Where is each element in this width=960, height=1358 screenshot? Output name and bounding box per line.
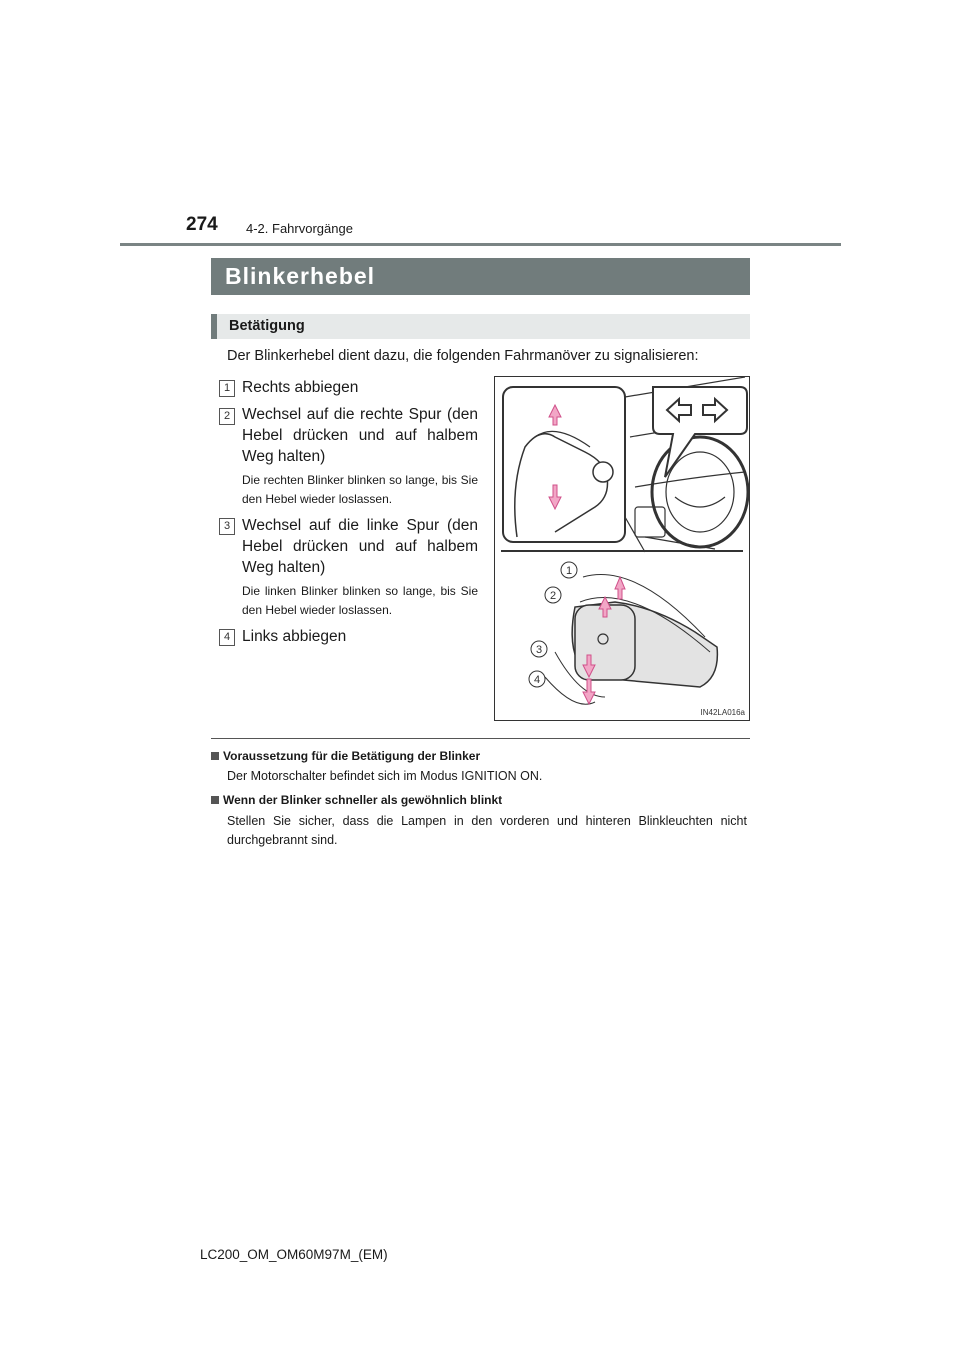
hints-divider — [211, 738, 750, 739]
item-note-3: Die linken Blinker blinken so lange, bis Sie den Hebel wieder loslassen. — [242, 584, 478, 617]
header-divider — [120, 243, 841, 246]
item-number-3: 3 — [219, 518, 235, 535]
hint-title-1: Voraussetzung für die Betätigung der Blinker — [211, 749, 480, 763]
item-text-4: Links abbiegen — [242, 628, 347, 645]
hint-text-1: Der Motorschalter befindet sich im Modus IGNITION ON. — [227, 769, 543, 783]
item-note-2: Die rechten Blinker blinken so lange, bis Sie den Hebel wieder loslassen. — [242, 473, 478, 506]
item-text-3: Wechsel auf die linke Spur (den Hebel drücken und auf halbem Weg halten) — [242, 517, 478, 576]
illus-label-2: 2 — [549, 590, 557, 602]
item-number-2: 2 — [219, 408, 235, 425]
illus-label-3: 3 — [535, 644, 543, 656]
subsection-title: Betätigung — [229, 318, 305, 334]
item-text-2: Wechsel auf die rechte Spur (den Hebel drücken und auf halbem Weg halten) — [242, 406, 478, 465]
item-number-4: 4 — [219, 629, 235, 646]
hint-title-2: Wenn der Blinker schneller als gewöhnlich blinkt — [211, 793, 502, 807]
item-number-1: 1 — [219, 380, 235, 397]
lever-detail — [529, 562, 746, 717]
turn-signal-illustration — [494, 376, 750, 721]
item-text-1: Rechts abbiegen — [242, 379, 359, 396]
subsection-bar — [211, 314, 750, 339]
intro-text: Der Blinkerhebel dient dazu, die folgenden Fahrmanöver zu signalisieren: — [227, 348, 699, 364]
illustration-code: IN42LA016a — [700, 708, 745, 717]
section-title: Blinkerhebel — [225, 263, 376, 289]
turn-arrow-callout — [653, 387, 747, 477]
hand-on-lever-inset — [503, 387, 625, 542]
chapter-title: 4-2. Fahrvorgänge — [246, 221, 353, 236]
illus-label-1: 1 — [565, 565, 573, 577]
section-title-bar — [211, 258, 750, 295]
footer-code: LC200_OM_OM60M97M_(EM) — [200, 1247, 388, 1262]
page-number: 274 — [186, 214, 218, 235]
hint-text-2: Stellen Sie sicher, dass die Lampen in den vorderen und hinteren Blinkleuchten nicht durchgebrannt sind. — [227, 814, 747, 847]
illus-label-4: 4 — [533, 674, 541, 686]
